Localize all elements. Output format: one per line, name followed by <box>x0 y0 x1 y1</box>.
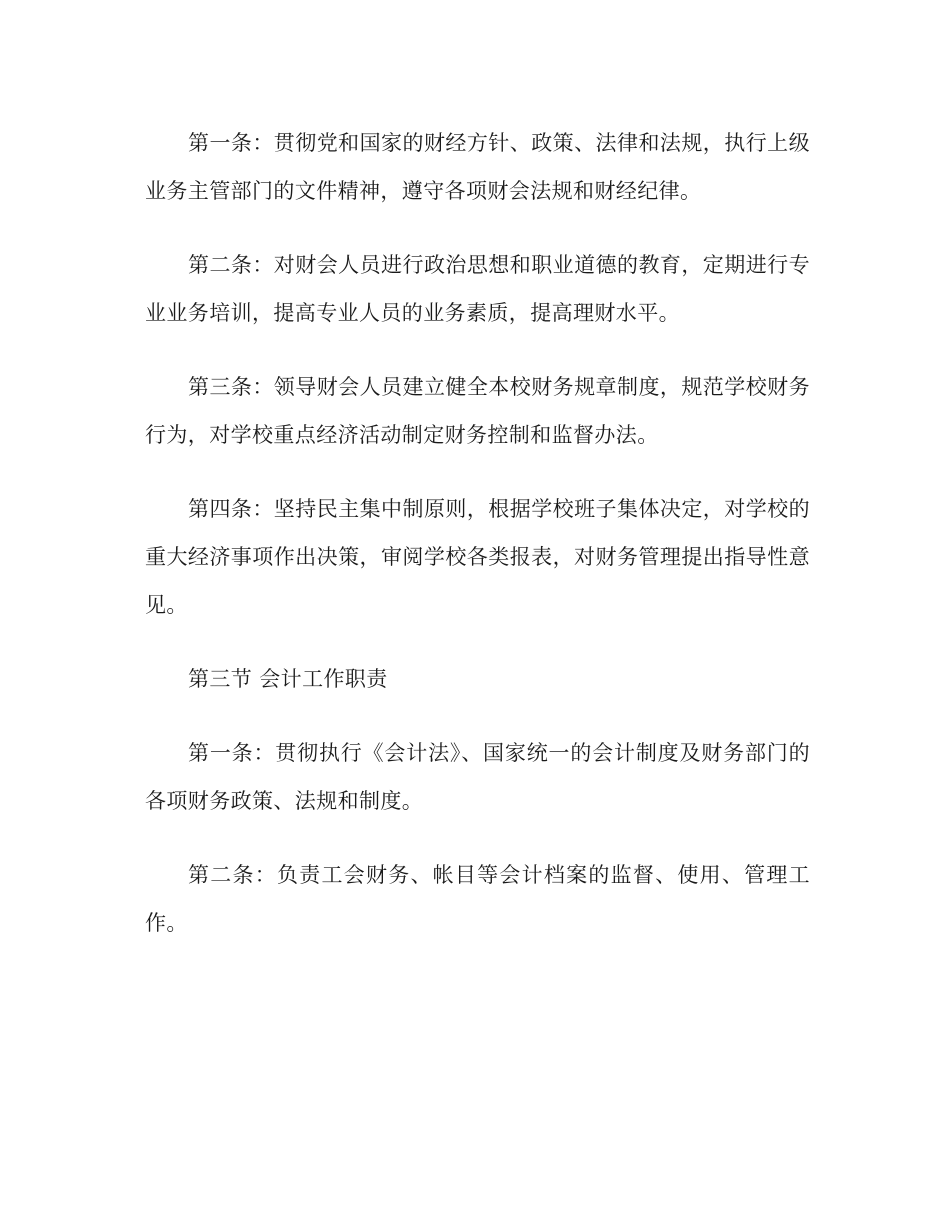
section-heading: 第三节 会计工作职责 <box>188 667 388 691</box>
paragraph-article-4: 第四条：坚持民主集中制原则，根据学校班子集体决定，对学校的重大经济事项作出决策，审阅学校各类报表，对财务管理提出指导性意见。 <box>145 497 810 617</box>
section-paragraph-article-1: 第一条：贯彻执行《会计法》、国家统一的会计制度及财务部门的各项财务政策、法规和制度。 <box>145 741 810 813</box>
paragraph-article-1: 第一条：贯彻党和国家的财经方针、政策、法律和法规，执行上级业务主管部门的文件精神，遵守各项财会法规和财经纪律。 <box>145 131 810 203</box>
section-paragraph-article-2: 第二条：负责工会财务、帐目等会计档案的监督、使用、管理工作。 <box>145 863 810 935</box>
paragraph-article-2: 第二条：对财会人员进行政治思想和职业道德的教育，定期进行专业业务培训，提高专业人员的业务素质，提高理财水平。 <box>145 253 810 325</box>
paragraph-article-3: 第三条：领导财会人员建立健全本校财务规章制度，规范学校财务行为，对学校重点经济活动制定财务控制和监督办法。 <box>145 375 810 447</box>
